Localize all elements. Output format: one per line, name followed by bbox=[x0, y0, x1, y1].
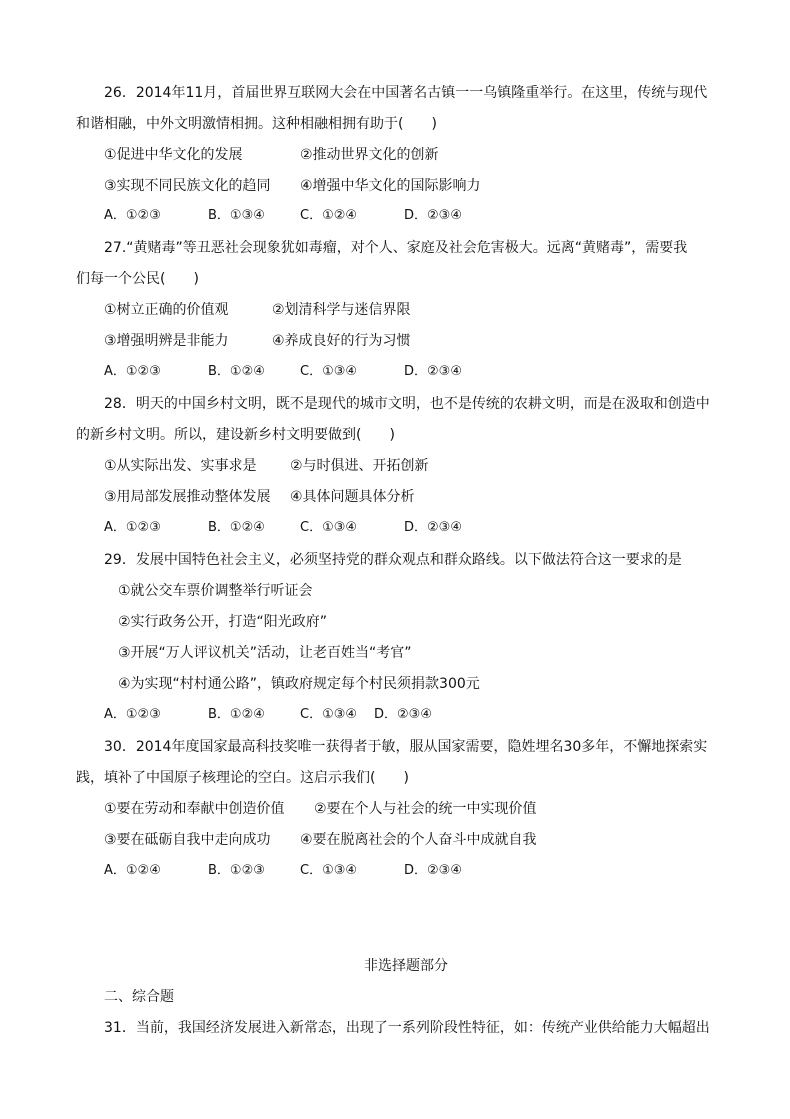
q26-option-b[interactable]: B．①③④ bbox=[208, 208, 265, 223]
q30-option-b[interactable]: B．①②③ bbox=[208, 863, 265, 878]
q29-item-3: ③开展“万人评议机关”活动，让老百姓当“考官” bbox=[118, 645, 412, 661]
q28-item-4: ④具体问题具体分析 bbox=[290, 489, 415, 505]
q26-items-row2 bbox=[104, 176, 664, 196]
q26-option-c[interactable]: C．①②④ bbox=[300, 208, 358, 223]
q30-item-2: ②要在个人与社会的统一中实现价值 bbox=[314, 801, 537, 817]
q26-option-a[interactable]: A．①②③ bbox=[104, 208, 161, 223]
q28-stem-line1: 28．明天的中国乡村文明，既不是现代的城市文明，也不是传统的农耕文明，而是在汲取和创造中 bbox=[104, 396, 710, 412]
q30-item-1: ①要在劳动和奉献中创造价值 bbox=[104, 801, 285, 817]
q27-item-3: ③增强明辨是非能力 bbox=[104, 333, 229, 349]
q27-option-c[interactable]: C．①③④ bbox=[300, 364, 358, 379]
q29-option-d[interactable]: D．②③④ bbox=[374, 707, 432, 722]
q26-item-3: ③实现不同民族文化的趋同 bbox=[104, 178, 271, 194]
q26-item-2: ②推动世界文化的创新 bbox=[300, 147, 439, 163]
section-heading: 二、综合题 bbox=[104, 989, 174, 1005]
q27-option-b[interactable]: B．①②④ bbox=[208, 364, 265, 379]
q28-item-1: ①从实际出发、实事求是 bbox=[104, 458, 257, 474]
q29-options bbox=[104, 705, 664, 725]
q26-stem-line1: 26．2014年11月，首届世界互联网大会在中国著名古镇一一乌镇隆重举行。在这里，传统与现代 bbox=[104, 85, 708, 101]
q27-stem-line1: 27.“黄赌毒”等丑恶社会现象犹如毒瘤，对个人、家庭及社会危害极大。远离“黄赌毒”，需要我 bbox=[104, 240, 688, 256]
q28-options bbox=[104, 518, 664, 538]
q28-option-c[interactable]: C．①③④ bbox=[300, 520, 358, 535]
q28-stem-line2: 的新乡村文明。所以，建设新乡村文明要做到( ) bbox=[76, 427, 395, 443]
q26-item-1: ①促进中华文化的发展 bbox=[104, 147, 243, 163]
q30-option-c[interactable]: C．①③④ bbox=[300, 863, 358, 878]
q29-option-a[interactable]: A．①②③ bbox=[104, 707, 161, 722]
q29-item-1: ①就公交车票价调整举行听证会 bbox=[118, 583, 313, 599]
q30-option-d[interactable]: D．②③④ bbox=[404, 863, 462, 878]
q27-option-a[interactable]: A．①②③ bbox=[104, 364, 161, 379]
q28-items-row2 bbox=[104, 487, 664, 507]
q28-option-a[interactable]: A．①②③ bbox=[104, 520, 161, 535]
q27-options bbox=[104, 362, 664, 382]
section-title: 非选择题部分 bbox=[364, 958, 448, 974]
q29-item-4: ④为实现“村村通公路”，镇政府规定每个村民须捐款300元 bbox=[118, 676, 480, 692]
q29-option-b[interactable]: B．①②④ bbox=[208, 707, 265, 722]
q28-item-3: ③用局部发展推动整体发展 bbox=[104, 489, 271, 505]
q30-stem-line1: 30．2014年度国家最高科技奖唯一获得者于敏，服从国家需要，隐姓埋名30多年，不懈地探索实 bbox=[104, 739, 708, 755]
q27-item-1: ①树立正确的价值观 bbox=[104, 302, 229, 318]
q27-item-2: ②划清科学与迷信界限 bbox=[272, 302, 411, 318]
q26-stem-line2: 和谐相融，中外文明激情相拥。这种相融相拥有助于( ) bbox=[76, 116, 437, 132]
q29-option-c[interactable]: C．①③④ bbox=[300, 707, 358, 722]
q27-items-row1 bbox=[104, 300, 664, 320]
q26-option-d[interactable]: D．②③④ bbox=[404, 208, 462, 223]
q30-item-3: ③要在砥砺自我中走向成功 bbox=[104, 832, 271, 848]
q26-options bbox=[104, 206, 664, 226]
q30-stem-line2: 践，填补了中国原子核理论的空白。这启示我们( ) bbox=[76, 770, 409, 786]
q26-item-4: ④增强中华文化的国际影响力 bbox=[300, 178, 481, 194]
q26-items-row1 bbox=[104, 145, 664, 165]
q28-item-2: ②与时俱进、开拓创新 bbox=[290, 458, 429, 474]
q28-option-b[interactable]: B．①②④ bbox=[208, 520, 265, 535]
q30-items-row1 bbox=[104, 799, 664, 819]
q28-option-d[interactable]: D．②③④ bbox=[404, 520, 462, 535]
q30-item-4: ④要在脱离社会的个人奋斗中成就自我 bbox=[300, 832, 537, 848]
q30-items-row2 bbox=[104, 830, 664, 850]
q27-items-row2 bbox=[104, 331, 664, 351]
q30-options bbox=[104, 861, 664, 881]
q27-stem-line2: 们每一个公民( ) bbox=[76, 271, 199, 287]
q29-stem-line1: 29．发展中国特色社会主义，必须坚持党的群众观点和群众路线。以下做法符合这一要求的是 bbox=[104, 552, 682, 568]
q28-items-row1 bbox=[104, 456, 664, 476]
q27-option-d[interactable]: D．②③④ bbox=[404, 364, 462, 379]
q29-item-2: ②实行政务公开，打造“阳光政府” bbox=[118, 614, 328, 630]
q27-item-4: ④养成良好的行为习惯 bbox=[272, 333, 411, 349]
q30-option-a[interactable]: A．①②④ bbox=[104, 863, 161, 878]
q31-stem-line1: 31．当前，我国经济发展进入新常态，出现了一系列阶段性特征，如：传统产业供给能力大幅超出 bbox=[104, 1020, 710, 1036]
